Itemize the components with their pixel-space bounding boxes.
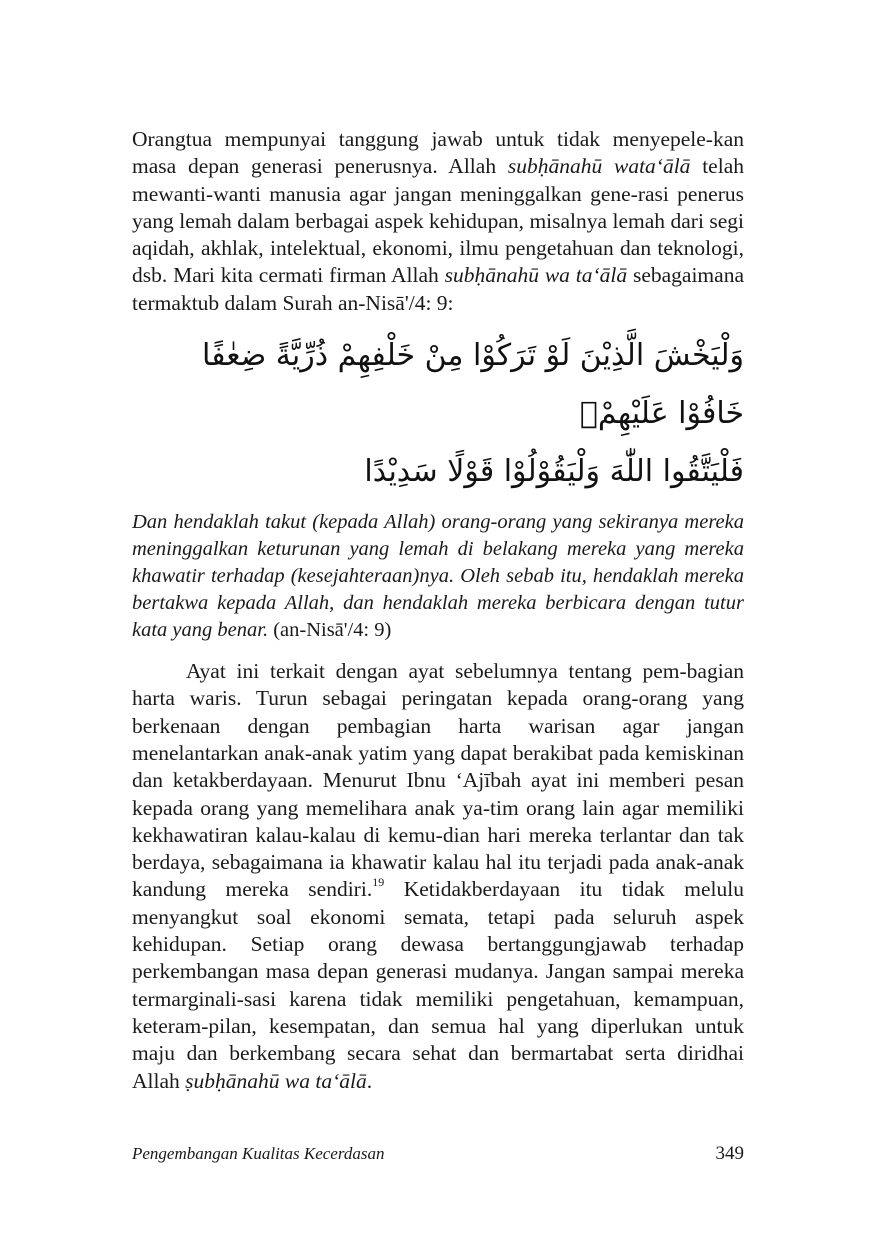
page-number: 349 [715,1143,744,1164]
intro-text-3: sebagaimana termaktub dalam Surah an-Nisā'/4: 9: [132,263,744,315]
verse-translation [132,509,744,644]
commentary-honorific: ṣubḥānahū wa ta‘ālā [185,1068,367,1093]
intro-text-2: telah mewanti-wanti manusia agar jangan meninggalkan gene-rasi penerus yang lemah dalam berbagai aspek kehidupan, misalnya lemah dari segi aqidah, akhlak, intelektual, ekonomi, ilmu pengetahuan dan teknologi, dsb. Mari kita cermati firman Allah [132,154,744,288]
commentary-text-3: . [366,1068,373,1093]
intro-text-1: Orangtua mempunyai tanggung jawab untuk tidak menyepele-kan masa depan generasi penerusnya. Allah [132,127,744,179]
translation-text: Dan hendaklah takut (kepada Allah) orang-orang yang sekiranya mereka meninggalkan keturunan yang lemah di belakang mereka yang mereka khawatir terhadap (kesejahteraan)nya. Oleh sebab itu, hendaklah mereka bertakwa kepada Allah, dan hendaklah mereka berbicara dengan tutur kata yang benar. [132,511,744,642]
page-body [132,126,744,1095]
intro-honorific-2: subḥānahū wa ta‘ālā [444,263,628,288]
commentary-text-1: Ayat ini terkait dengan ayat sebelumnya tentang pem-bagian harta waris. Turun sebagai peringatan kepada orang-orang yang berkenaan dengan pembagian harta warisan agar jangan menelantarkan anak-anak yatim yang dapat berakibat pada kemiskinan dan ketakberdayaan. Menurut Ibnu ‘Ajībah ayat ini memberi pesan kepada orang yang memelihara anak ya-tim orang lain agar memiliki kekhawatiran kalau-kalau di kemu-dian hari mereka terlantar dan tak berdaya, sebagaimana ia khawatir kalau hal itu terjadi pada anak-anak kandung mereka sendiri. [132,659,744,902]
footnote-marker[interactable]: 19 [372,875,385,890]
intro-honorific-1: subḥānahū wata‘ālā [507,154,691,179]
commentary-text-2: Ketidakberdayaan itu tidak melulu menyangkut soal ekonomi semata, tetapi pada seluruh aspek kehidupan. Setiap orang dewasa bertanggungjawab terhadap perkembangan masa depan generasi mudanya. Jangan sampai mereka termarginali-sasi karena tidak memiliki pengetahuan, kemampuan, keteram-pilan, kesempatan, dan semua hal yang diperlukan untuk maju dan berkembang secara sehat dan bermartabat serta diridhai Allah [132,877,744,1093]
verse-reference: (an-Nisā'/4: 9) [268,619,392,642]
quran-verse-line-2: فَلْيَتَّقُوا اللّٰهَ وَلْيَقُوْلُوْا قَوْلًا سَدِيْدًا [364,454,744,490]
quran-verse [132,327,744,501]
running-title: Pengembangan Kualitas Kecerdasan [132,1144,385,1163]
commentary-paragraph [132,658,744,1095]
intro-paragraph [132,126,744,317]
quran-verse-line-1: وَلْيَخْشَ الَّذِيْنَ لَوْ تَرَكُوْا مِنْ خَلْفِهِمْ ذُرِّيَّةً ضِعٰفًا خَافُوْا عَلَيْهِمْۖ [201,338,744,432]
